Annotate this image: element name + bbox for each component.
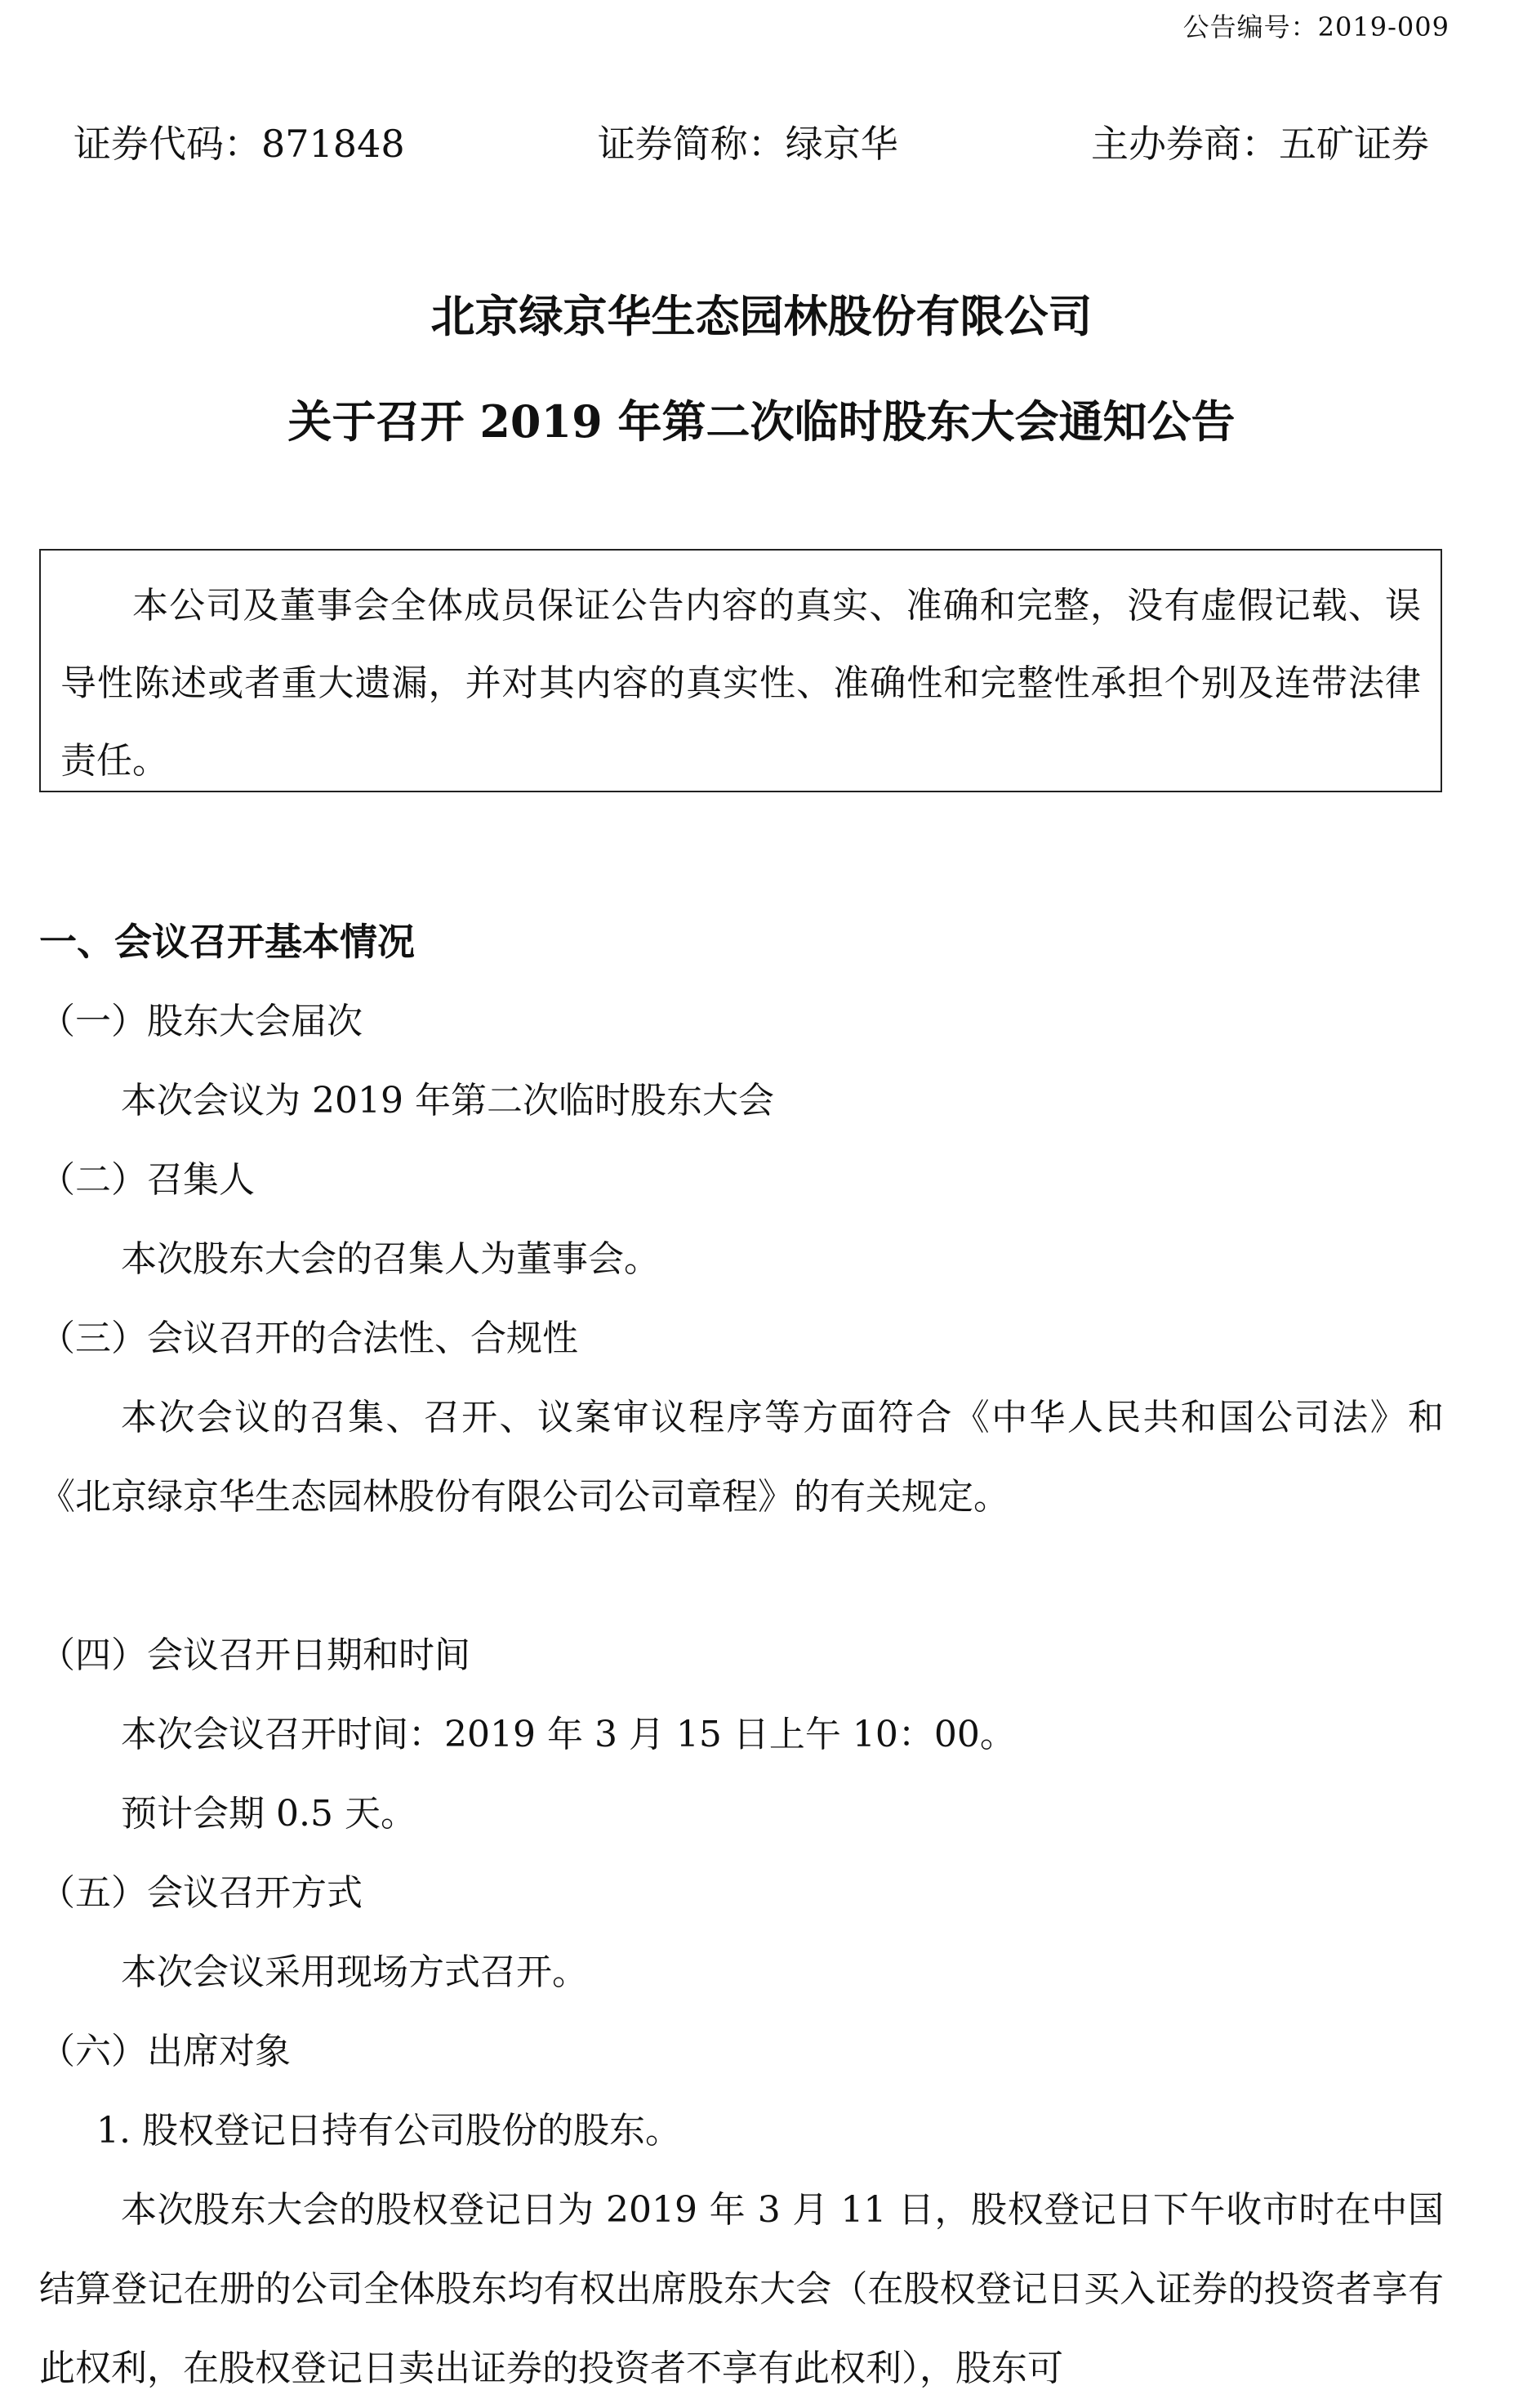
legality-text: 本次会议的召集、召开、议案审议程序等方面符合《中华人民共和国公司法》和《北京绿京华生态园林股份有限公司公司章程》的有关规定。 [39, 1397, 1444, 1518]
title-company: 北京绿京华生态园林股份有限公司 [430, 290, 1093, 342]
convener-text: 本次股东大会的召集人为董事会。 [121, 1238, 660, 1280]
subsection-heading-convener: （二）召集人 [39, 1159, 255, 1201]
sponsor-broker: 主办券商：五矿证券 [1090, 122, 1429, 166]
meeting-time-text: 本次会议召开时间：2019 年 3 月 15 日上午 10：00。 [121, 1714, 1016, 1755]
section-meeting-basics [39, 903, 1444, 2408]
section-heading: 一、会议召开基本情况 [39, 920, 415, 964]
attendee-item-1: 1. 股权登记日持有公司股份的股东。 [96, 2110, 681, 2152]
meeting-duration-text: 预计会期 0.5 天。 [121, 1793, 416, 1835]
subsection-heading-legality: （三）会议召开的合法性、合规性 [39, 1318, 578, 1359]
record-date-text: 本次股东大会的股权登记日为 2019 年 3 月 11 日，股权登记日下午收市时在中国结算登记在册的公司全体股东均有权出席股东大会（在股权登记日买入证券的投资者享有此权利，在股权登记日卖出证券的投资者不享有此权利），股东可 [39, 2189, 1444, 2389]
session-text: 本次会议为 2019 年第二次临时股东大会 [121, 1080, 774, 1122]
subsection-heading-attendees: （六）出席对象 [39, 2031, 291, 2072]
board-statement-box: 本公司及董事会全体成员保证公告内容的真实、准确和完整，没有虚假记载、误导性陈述或者重大遗漏，并对其内容的真实性、准确性和完整性承担个别及连带法律责任。 [39, 549, 1442, 792]
securities-info-row [73, 114, 1429, 168]
blank-gap [39, 1536, 1444, 1616]
subsection-heading-session: （一）股东大会届次 [39, 1001, 363, 1042]
securities-code: 证券代码：871848 [73, 122, 405, 166]
meeting-method-text: 本次会议采用现场方式召开。 [121, 1951, 588, 1993]
subsection-heading-method: （五）会议召开方式 [39, 1872, 363, 1914]
title-notice: 关于召开 2019 年第二次临时股东大会通知公告 [287, 395, 1236, 448]
document-title [0, 282, 1523, 450]
securities-name: 证券简称：绿京华 [597, 122, 898, 166]
subsection-heading-datetime: （四）会议召开日期和时间 [39, 1634, 470, 1676]
notice-number: 公告编号：2019-009 [1182, 11, 1450, 42]
